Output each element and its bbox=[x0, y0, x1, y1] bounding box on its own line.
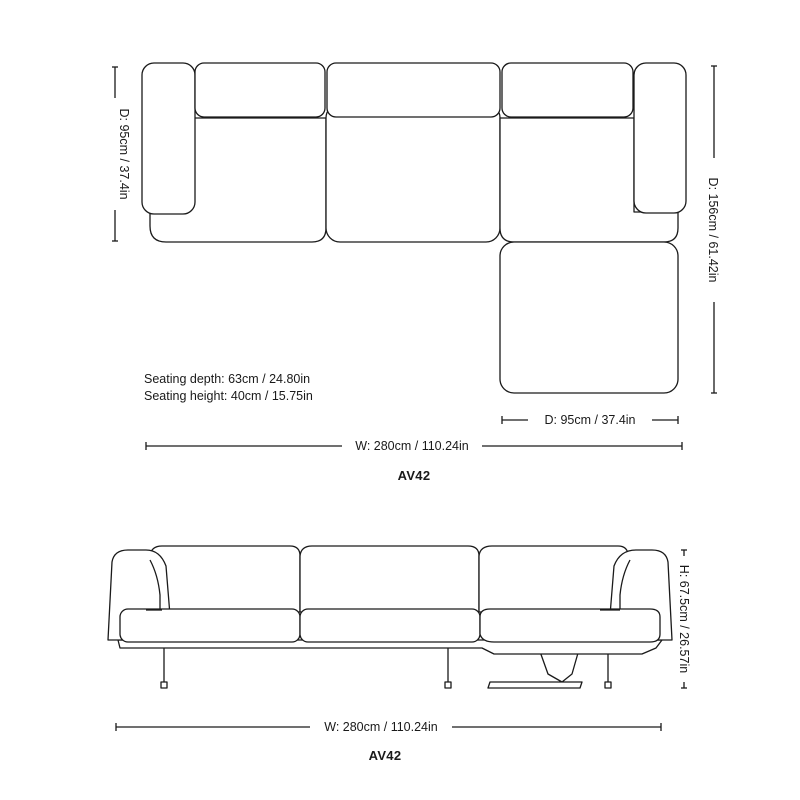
front-seat-cushion-chaise bbox=[480, 609, 660, 642]
back-cushion-right bbox=[502, 63, 633, 117]
front-seat-cushion-middle bbox=[300, 609, 480, 642]
back-cushion-left bbox=[195, 63, 325, 117]
height-label: H: 67.5cm / 26.57in bbox=[677, 564, 691, 674]
width-bottom-dimension bbox=[116, 720, 661, 734]
chaise-cushion bbox=[500, 242, 678, 393]
width-top-label: W: 280cm / 110.24in bbox=[355, 439, 469, 453]
depth-chaise-label: D: 95cm / 37.4in bbox=[544, 413, 636, 427]
depth-left-label: D: 95cm / 37.4in bbox=[117, 108, 131, 200]
depth-right-label: D: 156cm / 61.42in bbox=[706, 177, 720, 283]
width-bottom-label: W: 280cm / 110.24in bbox=[324, 720, 438, 734]
front-back-cushion-left bbox=[150, 546, 300, 612]
armrest-right bbox=[634, 63, 686, 213]
top-view-plan bbox=[142, 63, 686, 393]
front-view-elevation bbox=[108, 546, 672, 688]
model-label-top: AV42 bbox=[397, 468, 431, 483]
seating-height-text: Seating height: 40cm / 15.75in bbox=[144, 389, 313, 403]
back-cushion-middle bbox=[327, 63, 500, 117]
front-back-cushion-right bbox=[479, 546, 628, 612]
depth-chaise-dimension bbox=[502, 413, 678, 427]
height-dimension bbox=[677, 550, 691, 688]
armrest-left bbox=[142, 63, 195, 214]
model-label-bottom: AV42 bbox=[368, 748, 402, 763]
depth-right-dimension bbox=[706, 66, 720, 393]
depth-left-dimension bbox=[112, 67, 131, 241]
seat-cushion-middle bbox=[326, 104, 500, 242]
width-top-dimension bbox=[146, 439, 682, 453]
seating-depth-text: Seating depth: 63cm / 24.80in bbox=[144, 372, 311, 386]
front-seat-cushion-left bbox=[120, 609, 300, 642]
front-back-cushion-middle bbox=[300, 546, 479, 612]
